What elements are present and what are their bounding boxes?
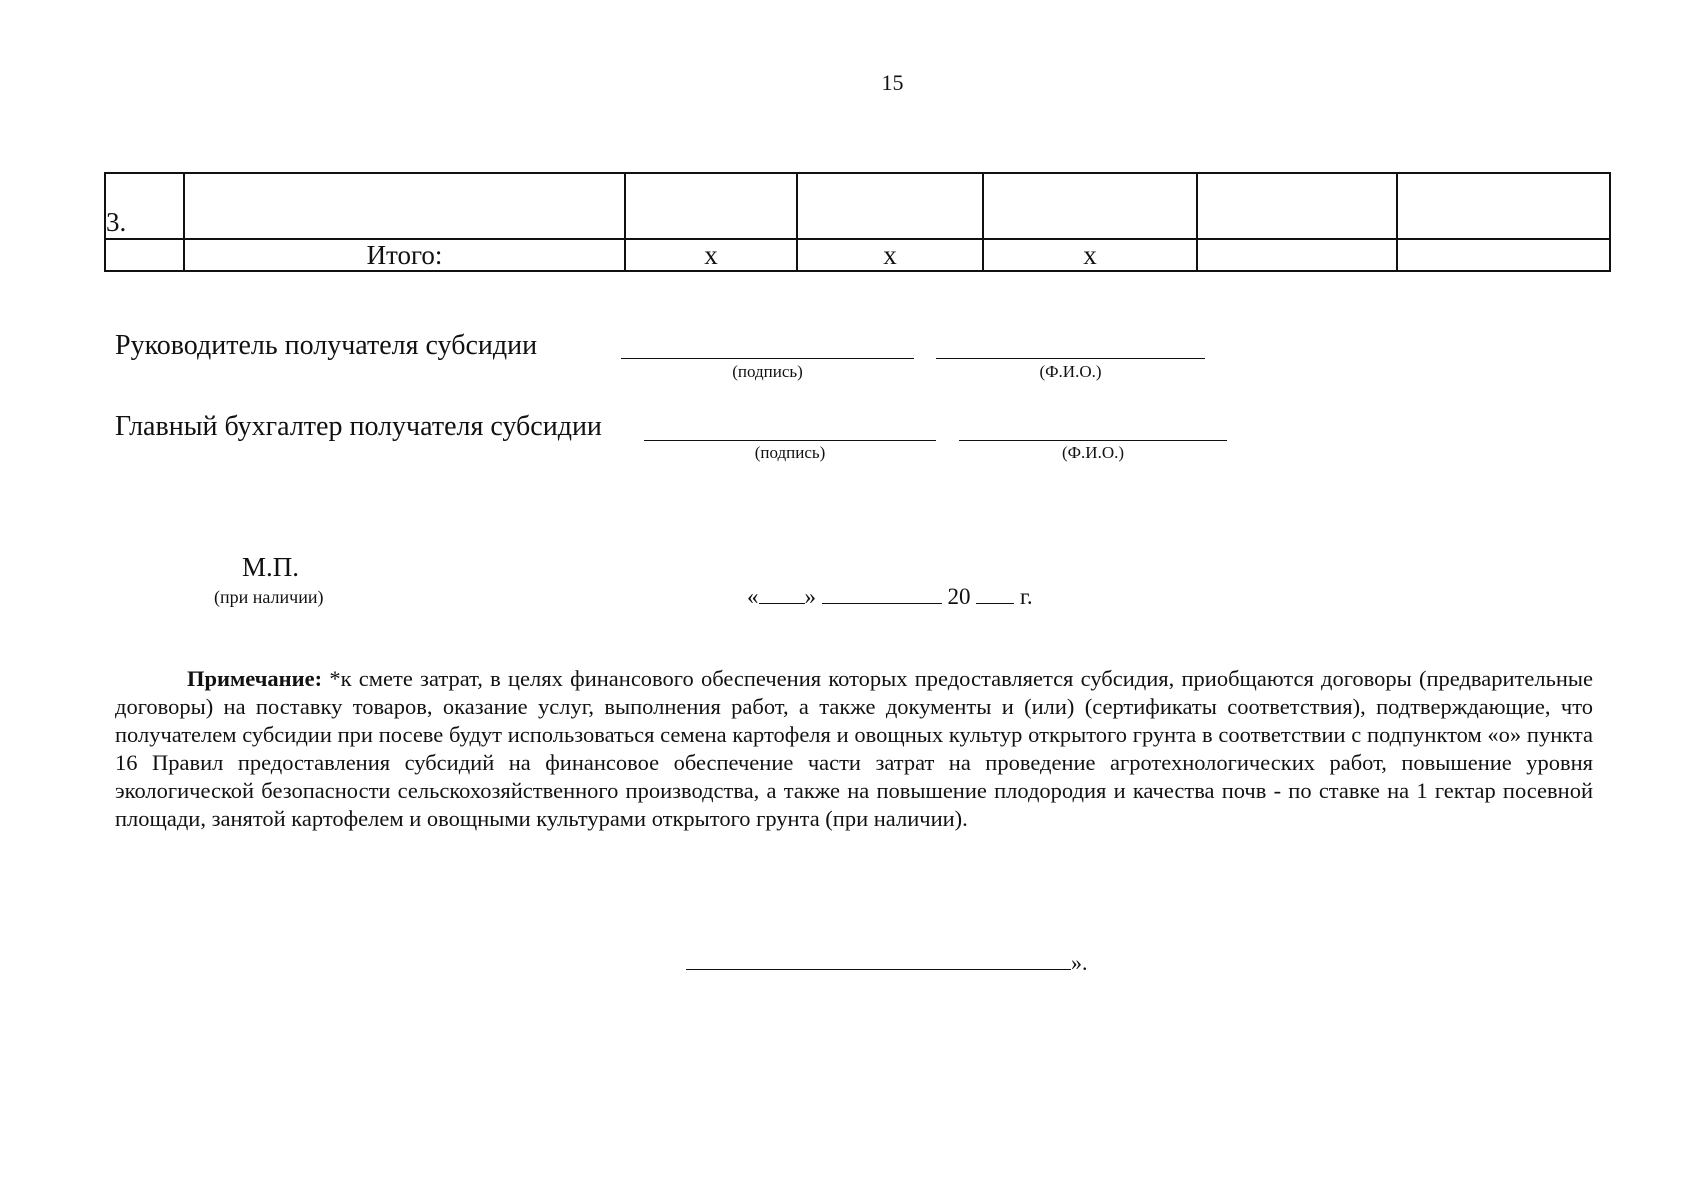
date-year-prefix: 20 bbox=[947, 584, 971, 609]
table-cell bbox=[1397, 173, 1610, 239]
stamp-label: М.П. bbox=[242, 552, 300, 582]
note-text: *к смете затрат, в целях финансового обеспечения которых предоставляется субсидия, приобщаются договоры (предварительные договоры) на поставку товаров, оказание услуг, выполнения работ, а также документы и (или) (сертификаты соответствия), подтверждающие, что получателем субсидии при посеве будут использоваться семена картофеля и овощных культур открытого грунта в соответствии с подпунктом «о» пункта 16 Правил предоставления субсидий на финансовое обеспечение части затрат на проведение агротехнологических работ, повышение уровня экологической безопасности сельскохозяйственного производства, а также на повышение плодородия и качества почв - по ставке на 1 гектар посевной площади, занятой картофелем и овощными культурами открытого грунта (при наличии). bbox=[115, 666, 1593, 831]
stamp-note: (при наличии) bbox=[214, 587, 324, 607]
accountant-signature-line[interactable] bbox=[644, 440, 936, 441]
accountant-sign-caption: (подпись) bbox=[754, 443, 826, 462]
head-signature-label: Руководитель получателя субсидии bbox=[115, 330, 538, 361]
total-cell-x: х bbox=[625, 239, 797, 271]
table-cell bbox=[184, 173, 625, 239]
closing-blank[interactable] bbox=[686, 951, 1071, 970]
date-open-quote: « bbox=[747, 584, 759, 609]
accountant-name-line[interactable] bbox=[959, 440, 1227, 441]
date-year-blank[interactable] bbox=[976, 585, 1014, 604]
date-close-quote: » bbox=[804, 584, 816, 609]
date-month-blank[interactable] bbox=[822, 585, 942, 604]
accountant-name-caption: (Ф.И.О.) bbox=[1061, 443, 1125, 462]
row-number: 3. bbox=[105, 173, 184, 239]
head-signature-line[interactable] bbox=[621, 358, 914, 359]
head-name-line[interactable] bbox=[936, 358, 1205, 359]
table-cell bbox=[1397, 239, 1610, 271]
cost-table bbox=[104, 172, 1611, 272]
total-cell-x: х bbox=[797, 239, 983, 271]
table-cell bbox=[1197, 173, 1397, 239]
page-number: 15 bbox=[881, 70, 904, 95]
table-row-total bbox=[105, 239, 1610, 271]
table-row bbox=[105, 173, 1610, 239]
note-heading: Примечание: bbox=[187, 666, 323, 691]
date-day-blank[interactable] bbox=[759, 585, 805, 604]
date-field bbox=[747, 584, 1033, 610]
table-cell bbox=[797, 173, 983, 239]
accountant-signature-label: Главный бухгалтер получателя субсидии bbox=[115, 411, 602, 442]
total-cell-x: х bbox=[983, 239, 1197, 271]
date-year-suffix: г. bbox=[1020, 584, 1033, 609]
total-label: Итого: bbox=[184, 239, 625, 271]
table-cell bbox=[1197, 239, 1397, 271]
table-cell bbox=[105, 239, 184, 271]
closing-line bbox=[686, 950, 1088, 976]
table-cell bbox=[983, 173, 1197, 239]
closing-suffix: ». bbox=[1071, 950, 1088, 975]
table-cell bbox=[625, 173, 797, 239]
note-paragraph bbox=[115, 665, 1593, 833]
head-sign-caption: (подпись) bbox=[732, 362, 803, 381]
head-name-caption: (Ф.И.О.) bbox=[1039, 362, 1102, 381]
